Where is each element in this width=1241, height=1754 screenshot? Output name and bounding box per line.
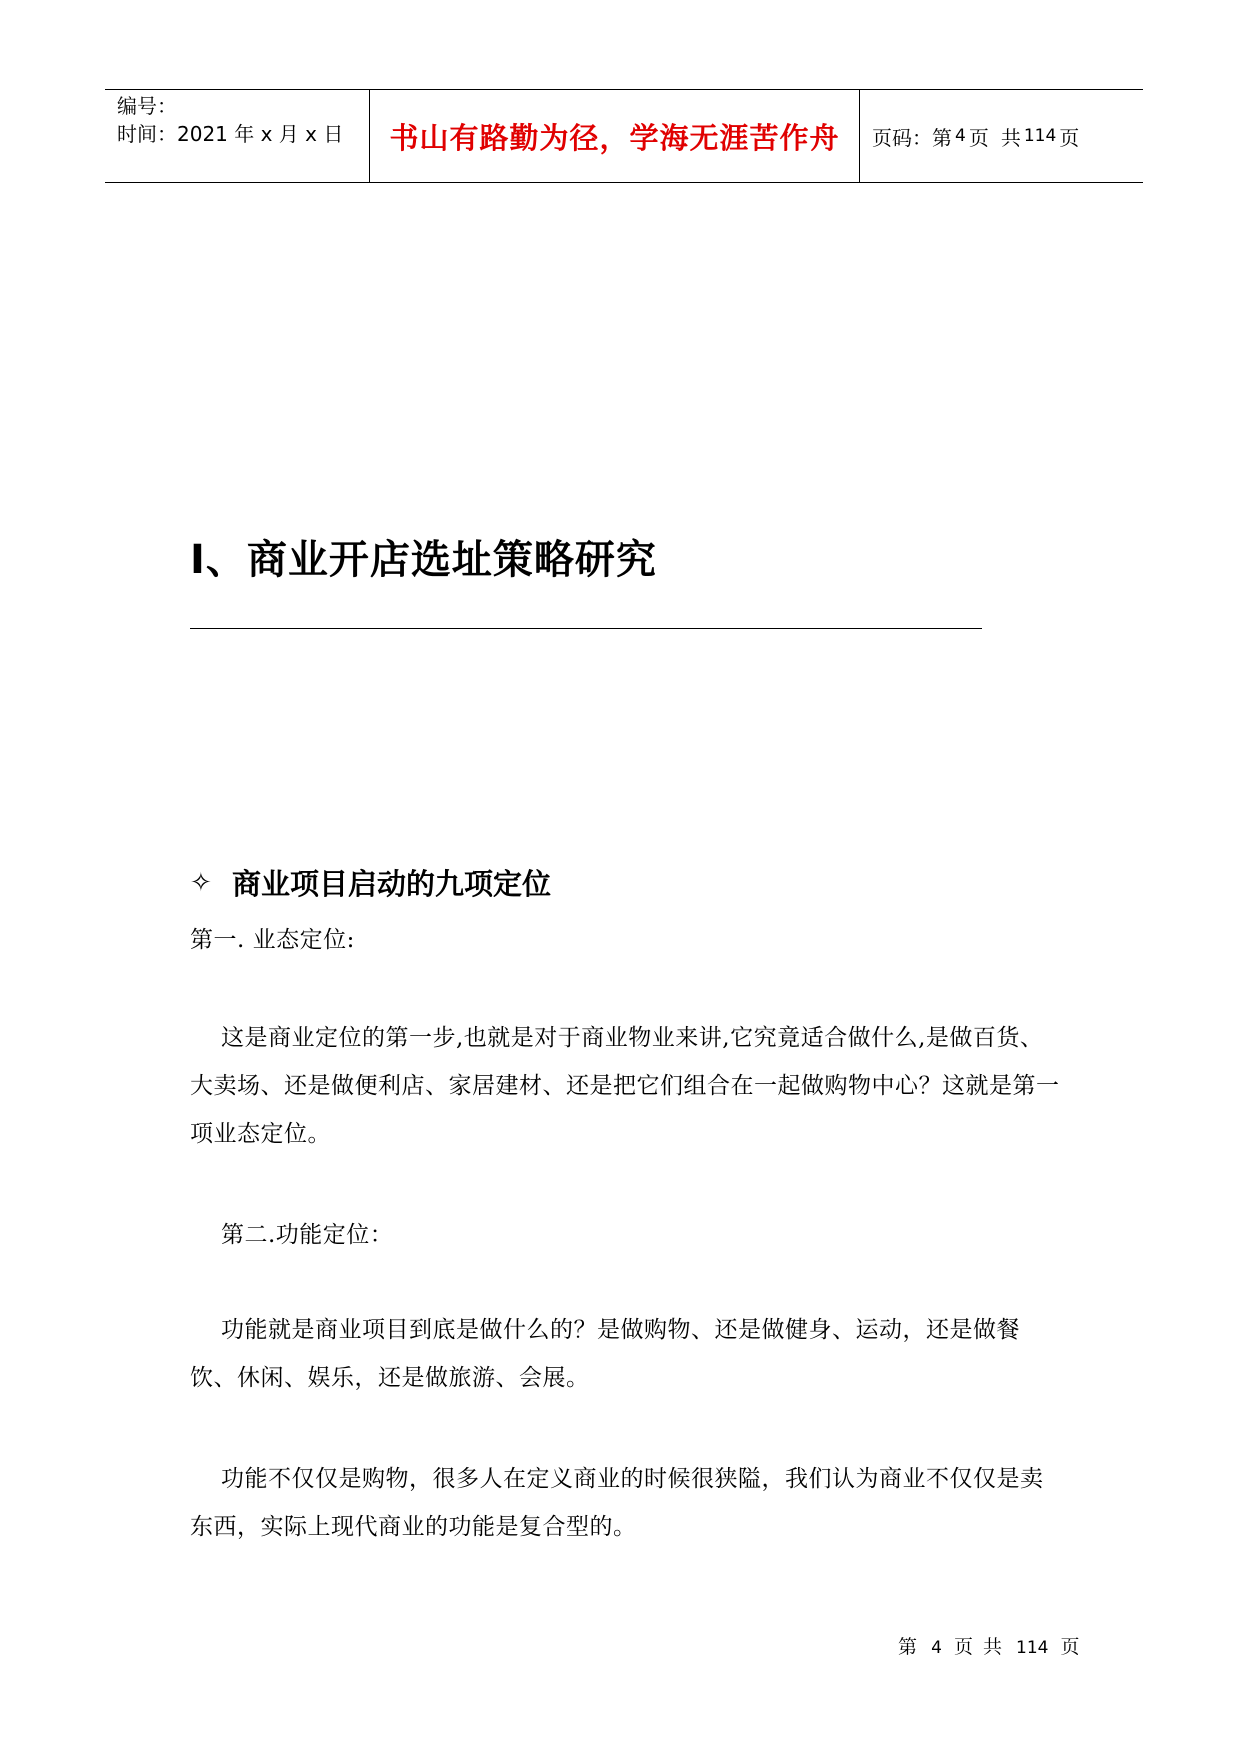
header-motto: 书山有路勤为径，学海无涯苦作舟: [370, 90, 860, 182]
section-heading: [190, 862, 551, 903]
page-header: [105, 89, 1143, 183]
header-meta: [105, 90, 370, 182]
paragraph-2: 功能就是商业项目到底是做什么的？是做购物、还是做健身、运动，还是做餐饮、休闲、娱乐，还是做旅游、会展。: [190, 1317, 1020, 1391]
item2-heading: 第二.功能定位：: [221, 1222, 394, 1248]
header-page-total: 114: [1023, 126, 1057, 146]
paragraph-1: 这是商业定位的第一步,也就是对于商业物业来讲,它究竟适合做什么,是做百货、大卖场、还是做便利店、家居建材、还是把它们组合在一起做购物中心？这就是第一项业态定位。: [190, 1025, 1060, 1147]
header-page-info: [860, 90, 1143, 182]
paragraph-3: 功能不仅仅是购物，很多人在定义商业的时候很狭隘，我们认为商业不仅仅是卖东西，实际上现代商业的功能是复合型的。: [190, 1466, 1044, 1540]
footer-suffix: 页: [1060, 1636, 1082, 1658]
header-page-current: 4: [955, 126, 966, 146]
footer-mid: 页 共: [953, 1636, 1004, 1658]
chapter-title: I、商业开店选址策略研究: [190, 537, 657, 583]
footer-total-pages: 114: [1016, 1638, 1049, 1658]
item1-heading: 第一. 业态定位:: [190, 927, 355, 953]
chapter-divider: [190, 628, 982, 629]
header-page-mid: 页: [968, 125, 989, 150]
section-heading-text: 商业项目启动的九项定位: [232, 867, 552, 901]
header-page-prefix: 页码：第: [872, 125, 952, 150]
document-date: 时间：2021 年 x 月 x 日: [117, 122, 344, 146]
footer-current-page: 4: [931, 1638, 942, 1658]
document-number-label: 编号：: [117, 94, 177, 118]
footer-prefix: 第: [898, 1636, 920, 1658]
four-pointed-star-icon: ✧: [190, 867, 212, 898]
header-page-total-prefix: 共: [1000, 125, 1021, 150]
page-footer: [898, 1632, 1082, 1659]
header-page-suffix: 页: [1059, 125, 1080, 150]
